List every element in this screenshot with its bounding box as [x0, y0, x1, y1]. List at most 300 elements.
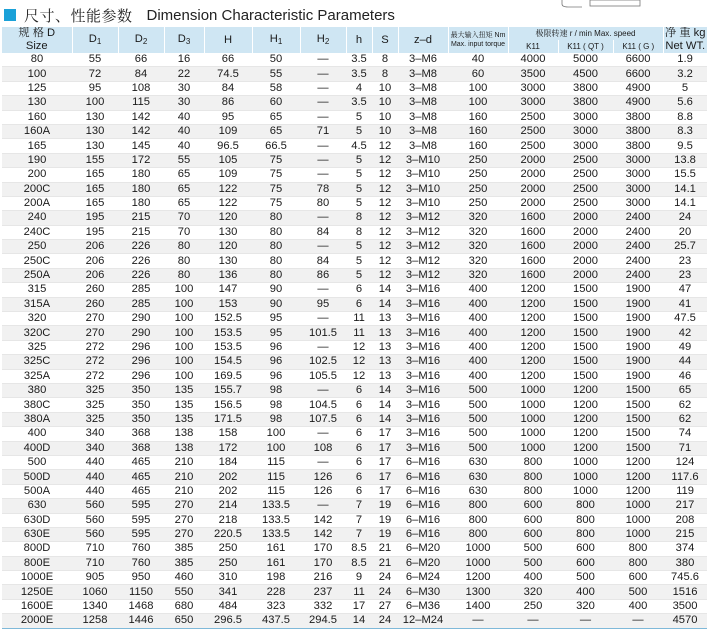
- table-cell: 5: [346, 196, 372, 210]
- table-cell: 320: [448, 211, 508, 225]
- table-cell: 3–M12: [398, 268, 448, 282]
- table-cell: 1600: [508, 240, 558, 254]
- table-cell: 1500: [558, 312, 613, 326]
- table-cell: 24: [372, 614, 398, 628]
- table-cell: 1500: [558, 326, 613, 340]
- table-cell: 465: [118, 455, 164, 469]
- table-cell: 745.6: [663, 571, 707, 585]
- drawing-fragment: [560, 0, 680, 8]
- table-row: [2, 211, 707, 225]
- table-cell: 21: [372, 556, 398, 570]
- table-cell: 800: [558, 527, 613, 541]
- table-cell: 1060: [72, 585, 118, 599]
- table-cell: 800: [448, 499, 508, 513]
- table-cell: 1600E: [2, 599, 72, 613]
- table-cell: 6–M16: [398, 513, 448, 527]
- table-cell: 96: [252, 355, 300, 369]
- table-cell: 2000E: [2, 614, 72, 628]
- col-h: H: [204, 27, 252, 53]
- table-cell: 950: [118, 571, 164, 585]
- table-cell: 12: [346, 355, 372, 369]
- table-cell: 215: [118, 211, 164, 225]
- table-cell: 294.5: [300, 614, 346, 628]
- table-cell: 126: [300, 470, 346, 484]
- table-cell: 100: [164, 312, 204, 326]
- table-cell: 195: [72, 211, 118, 225]
- table-cell: 12: [372, 268, 398, 282]
- table-cell: 17: [346, 599, 372, 613]
- table-cell: 95: [300, 297, 346, 311]
- table-cell: 1000: [558, 455, 613, 469]
- table-cell: 3–M12: [398, 240, 448, 254]
- table-cell: 169.5: [204, 369, 252, 383]
- table-row: [2, 96, 707, 110]
- table-cell: 1258: [72, 614, 118, 628]
- table-cell: 12: [372, 139, 398, 153]
- table-cell: 2500: [558, 153, 613, 167]
- table-cell: 1000: [613, 513, 663, 527]
- table-row: [2, 196, 707, 210]
- table-cell: 6: [346, 455, 372, 469]
- table-cell: 80: [164, 268, 204, 282]
- table-cell: 142: [300, 527, 346, 541]
- table-cell: 4900: [613, 96, 663, 110]
- table-cell: 133.5: [252, 527, 300, 541]
- table-cell: 228: [252, 585, 300, 599]
- table-cell: 800: [508, 455, 558, 469]
- table-cell: 14: [372, 383, 398, 397]
- table-cell: 1200: [558, 427, 613, 441]
- table-cell: 154.5: [204, 355, 252, 369]
- table-cell: 78: [300, 182, 346, 196]
- table-cell: 250: [448, 168, 508, 182]
- table-cell: 47.5: [663, 312, 707, 326]
- table-cell: 320: [448, 225, 508, 239]
- table-cell: 8.5: [346, 542, 372, 556]
- table-cell: 6: [346, 412, 372, 426]
- table-cell: 1000E: [2, 571, 72, 585]
- table-cell: —: [300, 499, 346, 513]
- table-cell: 1500: [558, 283, 613, 297]
- table-row: [2, 355, 707, 369]
- col-d1: $D_1$: [72, 27, 118, 53]
- table-cell: 23: [663, 268, 707, 282]
- table-cell: 800: [558, 513, 613, 527]
- table-cell: 484: [204, 599, 252, 613]
- table-cell: 161: [252, 542, 300, 556]
- table-cell: 270: [164, 527, 204, 541]
- table-cell: —: [300, 67, 346, 81]
- table-cell: 13: [372, 326, 398, 340]
- table-cell: 226: [118, 254, 164, 268]
- table-cell: 465: [118, 484, 164, 498]
- table-cell: 4.5: [346, 139, 372, 153]
- table-cell: 560: [72, 499, 118, 513]
- table-cell: 250: [448, 196, 508, 210]
- table-cell: 71: [663, 441, 707, 455]
- table-cell: 65: [663, 383, 707, 397]
- table-cell: —: [613, 614, 663, 628]
- table-cell: 500: [613, 585, 663, 599]
- table-cell: 17: [372, 470, 398, 484]
- table-cell: 80: [2, 53, 72, 67]
- table-row: [2, 383, 707, 397]
- table-cell: 13: [372, 340, 398, 354]
- table-header: [2, 27, 707, 53]
- table-cell: 75: [252, 182, 300, 196]
- table-cell: 500: [558, 571, 613, 585]
- table-cell: 12: [372, 240, 398, 254]
- table-cell: 4000: [508, 53, 558, 67]
- table-cell: 800: [508, 484, 558, 498]
- table-cell: 2400: [613, 254, 663, 268]
- table-cell: 14.1: [663, 196, 707, 210]
- table-cell: 1000: [448, 542, 508, 556]
- table-cell: 100: [164, 369, 204, 383]
- table-row: [2, 124, 707, 138]
- table-cell: 285: [118, 297, 164, 311]
- table-row: [2, 470, 707, 484]
- table-cell: 3000: [558, 110, 613, 124]
- table-cell: 500: [508, 556, 558, 570]
- table-cell: 124: [663, 455, 707, 469]
- table-cell: —: [300, 240, 346, 254]
- table-cell: 160: [448, 139, 508, 153]
- table-cell: 3–M16: [398, 369, 448, 383]
- table-cell: 5: [346, 153, 372, 167]
- table-row: [2, 455, 707, 469]
- table-cell: —: [300, 427, 346, 441]
- table-cell: 1600: [508, 268, 558, 282]
- table-cell: 14: [372, 412, 398, 426]
- table-cell: 60: [448, 67, 508, 81]
- table-cell: 107.5: [300, 412, 346, 426]
- table-cell: 270: [164, 499, 204, 513]
- table-cell: 315A: [2, 297, 72, 311]
- table-cell: 3–M6: [398, 53, 448, 67]
- table-cell: 4900: [613, 81, 663, 95]
- table-row: [2, 499, 707, 513]
- table-row: [2, 614, 707, 628]
- table-cell: 6–M20: [398, 542, 448, 556]
- table-cell: 250: [2, 240, 72, 254]
- table-cell: 44: [663, 355, 707, 369]
- table-cell: 320: [2, 312, 72, 326]
- col-k11-g: K11 ( G ): [613, 40, 663, 53]
- table-cell: 55: [252, 67, 300, 81]
- table-cell: 400: [448, 326, 508, 340]
- table-cell: 2000: [558, 211, 613, 225]
- table-cell: 400: [448, 283, 508, 297]
- table-cell: 1600: [508, 225, 558, 239]
- table-cell: 237: [300, 585, 346, 599]
- table-cell: 102.5: [300, 355, 346, 369]
- table-cell: 440: [72, 484, 118, 498]
- table-cell: 80: [252, 211, 300, 225]
- table-cell: 6–M24: [398, 571, 448, 585]
- table-cell: 3800: [613, 124, 663, 138]
- table-cell: 380C: [2, 398, 72, 412]
- table-cell: 1200: [508, 369, 558, 383]
- table-cell: 1200: [558, 398, 613, 412]
- table-cell: 2500: [558, 168, 613, 182]
- table-cell: 208: [663, 513, 707, 527]
- table-cell: 325: [72, 383, 118, 397]
- table-cell: 270: [72, 312, 118, 326]
- table-cell: 1340: [72, 599, 118, 613]
- table-cell: 40: [164, 110, 204, 124]
- col-torque: 最大输入扭矩 Nm Max. input torque: [448, 27, 508, 53]
- table-cell: 3–M8: [398, 110, 448, 124]
- table-cell: 600: [613, 571, 663, 585]
- table-cell: 2000: [558, 240, 613, 254]
- table-cell: 320: [558, 599, 613, 613]
- table-cell: 1500: [558, 355, 613, 369]
- table-cell: 74: [663, 427, 707, 441]
- table-cell: 160: [448, 124, 508, 138]
- col-h2: $H_2$: [300, 27, 346, 53]
- table-cell: 80: [164, 240, 204, 254]
- table-cell: 1900: [613, 340, 663, 354]
- table-cell: 3–M8: [398, 139, 448, 153]
- table-cell: 6: [346, 283, 372, 297]
- table-cell: 115: [118, 96, 164, 110]
- table-cell: —: [300, 168, 346, 182]
- table-cell: 117.6: [663, 470, 707, 484]
- table-cell: 60: [252, 96, 300, 110]
- table-cell: 6600: [613, 53, 663, 67]
- table-cell: 210: [164, 455, 204, 469]
- table-cell: 10: [372, 124, 398, 138]
- table-row: [2, 556, 707, 570]
- table-cell: 135: [164, 412, 204, 426]
- table-cell: 122: [204, 182, 252, 196]
- table-cell: 12: [372, 211, 398, 225]
- table-cell: 206: [72, 240, 118, 254]
- table-cell: 24: [663, 211, 707, 225]
- table-cell: 180: [118, 168, 164, 182]
- table-cell: 12: [372, 182, 398, 196]
- table-row: [2, 225, 707, 239]
- section-title-cn: 尺寸、性能参数: [24, 7, 133, 25]
- table-cell: 120: [204, 240, 252, 254]
- table-cell: 8.5: [346, 556, 372, 570]
- table-row: [2, 268, 707, 282]
- table-cell: 340: [72, 441, 118, 455]
- table-cell: 42: [663, 326, 707, 340]
- table-cell: 595: [118, 499, 164, 513]
- table-cell: 350: [118, 398, 164, 412]
- table-cell: 109: [204, 168, 252, 182]
- table-row: [2, 139, 707, 153]
- table-cell: 220.5: [204, 527, 252, 541]
- table-cell: 22: [164, 67, 204, 81]
- table-cell: 165: [72, 196, 118, 210]
- table-cell: 6–M36: [398, 599, 448, 613]
- table-cell: 240: [2, 211, 72, 225]
- table-cell: 6: [346, 427, 372, 441]
- table-cell: 3800: [558, 81, 613, 95]
- table-cell: 23: [663, 254, 707, 268]
- table-cell: 226: [118, 268, 164, 282]
- table-cell: 2000: [508, 168, 558, 182]
- table-row: [2, 81, 707, 95]
- table-cell: 21: [372, 542, 398, 556]
- table-cell: 13: [372, 355, 398, 369]
- table-cell: 1200: [508, 326, 558, 340]
- table-cell: 171.5: [204, 412, 252, 426]
- table-cell: 3–M16: [398, 340, 448, 354]
- table-cell: 3000: [508, 96, 558, 110]
- table-cell: 270: [72, 326, 118, 340]
- table-cell: 84: [300, 225, 346, 239]
- table-cell: 2400: [613, 211, 663, 225]
- table-cell: 2500: [558, 182, 613, 196]
- table-cell: 12: [372, 254, 398, 268]
- table-cell: 30: [164, 81, 204, 95]
- table-cell: 11: [346, 585, 372, 599]
- table-cell: 66: [204, 53, 252, 67]
- table-cell: 19: [372, 513, 398, 527]
- table-row: [2, 571, 707, 585]
- table-cell: 14: [346, 614, 372, 628]
- table-cell: 136: [204, 268, 252, 282]
- table-cell: 260: [72, 283, 118, 297]
- table-cell: 550: [164, 585, 204, 599]
- table-cell: —: [300, 312, 346, 326]
- table-row: [2, 427, 707, 441]
- table-cell: 325C: [2, 355, 72, 369]
- table-cell: 7: [346, 499, 372, 513]
- table-cell: 595: [118, 513, 164, 527]
- table-cell: 710: [72, 556, 118, 570]
- table-cell: 325A: [2, 369, 72, 383]
- col-speed-group: 极限转速 r / min Max. speed: [508, 27, 663, 40]
- table-cell: 3–M10: [398, 153, 448, 167]
- table-cell: 3–M10: [398, 168, 448, 182]
- table-cell: 200A: [2, 196, 72, 210]
- table-cell: 3–M12: [398, 211, 448, 225]
- table-cell: 600: [508, 513, 558, 527]
- table-cell: 1900: [613, 312, 663, 326]
- table-cell: 95: [252, 326, 300, 340]
- table-cell: 3–M16: [398, 398, 448, 412]
- table-cell: 160: [448, 110, 508, 124]
- table-cell: 126: [300, 484, 346, 498]
- table-cell: 2000: [508, 196, 558, 210]
- table-cell: 290: [118, 326, 164, 340]
- table-cell: 184: [204, 455, 252, 469]
- col-h1: $H_1$: [252, 27, 300, 53]
- table-cell: 215: [663, 527, 707, 541]
- table-cell: 16: [164, 53, 204, 67]
- table-cell: 119: [663, 484, 707, 498]
- table-cell: 800: [508, 470, 558, 484]
- table-cell: 108: [118, 81, 164, 95]
- table-cell: 12: [372, 168, 398, 182]
- table-cell: 74.5: [204, 67, 252, 81]
- table-cell: 100: [164, 297, 204, 311]
- table-cell: 96.5: [204, 139, 252, 153]
- table-cell: 240C: [2, 225, 72, 239]
- table-cell: 190: [2, 153, 72, 167]
- table-row: [2, 326, 707, 340]
- table-cell: 158: [204, 427, 252, 441]
- table-cell: 95: [72, 81, 118, 95]
- table-cell: 12: [346, 369, 372, 383]
- table-cell: 50: [252, 53, 300, 67]
- table-cell: 1000: [558, 484, 613, 498]
- table-cell: 58: [252, 81, 300, 95]
- table-cell: 46: [663, 369, 707, 383]
- table-cell: 296: [118, 340, 164, 354]
- table-cell: 6: [346, 383, 372, 397]
- table-cell: 27: [372, 599, 398, 613]
- table-cell: 1200: [508, 340, 558, 354]
- table-cell: 5: [663, 81, 707, 95]
- table-cell: 3.5: [346, 96, 372, 110]
- table-cell: 500: [448, 383, 508, 397]
- table-cell: 1200: [558, 412, 613, 426]
- table-cell: 1250E: [2, 585, 72, 599]
- table-cell: 14: [372, 398, 398, 412]
- table-cell: 2000: [558, 225, 613, 239]
- table-cell: 100: [164, 355, 204, 369]
- table-cell: 65: [164, 182, 204, 196]
- table-cell: 130: [204, 225, 252, 239]
- table-cell: 630: [448, 470, 508, 484]
- table-cell: 3500: [663, 599, 707, 613]
- table-row: [2, 527, 707, 541]
- table-cell: 160A: [2, 124, 72, 138]
- table-cell: 24: [372, 571, 398, 585]
- section-title-en: Dimension Characteristic Parameters: [146, 6, 395, 24]
- table-cell: 630: [448, 484, 508, 498]
- table-cell: 153: [204, 297, 252, 311]
- table-cell: 8: [372, 53, 398, 67]
- table-row: [2, 340, 707, 354]
- table-cell: 1900: [613, 283, 663, 297]
- table-cell: 1900: [613, 355, 663, 369]
- table-cell: 155: [72, 153, 118, 167]
- table-cell: 380: [663, 556, 707, 570]
- table-cell: 120: [204, 211, 252, 225]
- table-cell: 3.2: [663, 67, 707, 81]
- table-cell: 152.5: [204, 312, 252, 326]
- table-cell: 202: [204, 470, 252, 484]
- table-cell: 800D: [2, 542, 72, 556]
- table-cell: 65: [164, 168, 204, 182]
- table-cell: 350: [118, 412, 164, 426]
- table-cell: 156.5: [204, 398, 252, 412]
- col-weight: 净 重 kg Net WT.: [663, 27, 707, 53]
- table-cell: 1468: [118, 599, 164, 613]
- table-cell: 195: [72, 225, 118, 239]
- table-cell: 680: [164, 599, 204, 613]
- table-cell: 630D: [2, 513, 72, 527]
- table-cell: 374: [663, 542, 707, 556]
- table-cell: 100: [252, 427, 300, 441]
- table-cell: 84: [118, 67, 164, 81]
- table-cell: 400: [448, 340, 508, 354]
- table-cell: 1500: [613, 441, 663, 455]
- table-cell: 62: [663, 412, 707, 426]
- table-cell: 5.6: [663, 96, 707, 110]
- table-cell: 6: [346, 484, 372, 498]
- table-cell: 218: [204, 513, 252, 527]
- table-cell: 3000: [508, 81, 558, 95]
- table-cell: 1446: [118, 614, 164, 628]
